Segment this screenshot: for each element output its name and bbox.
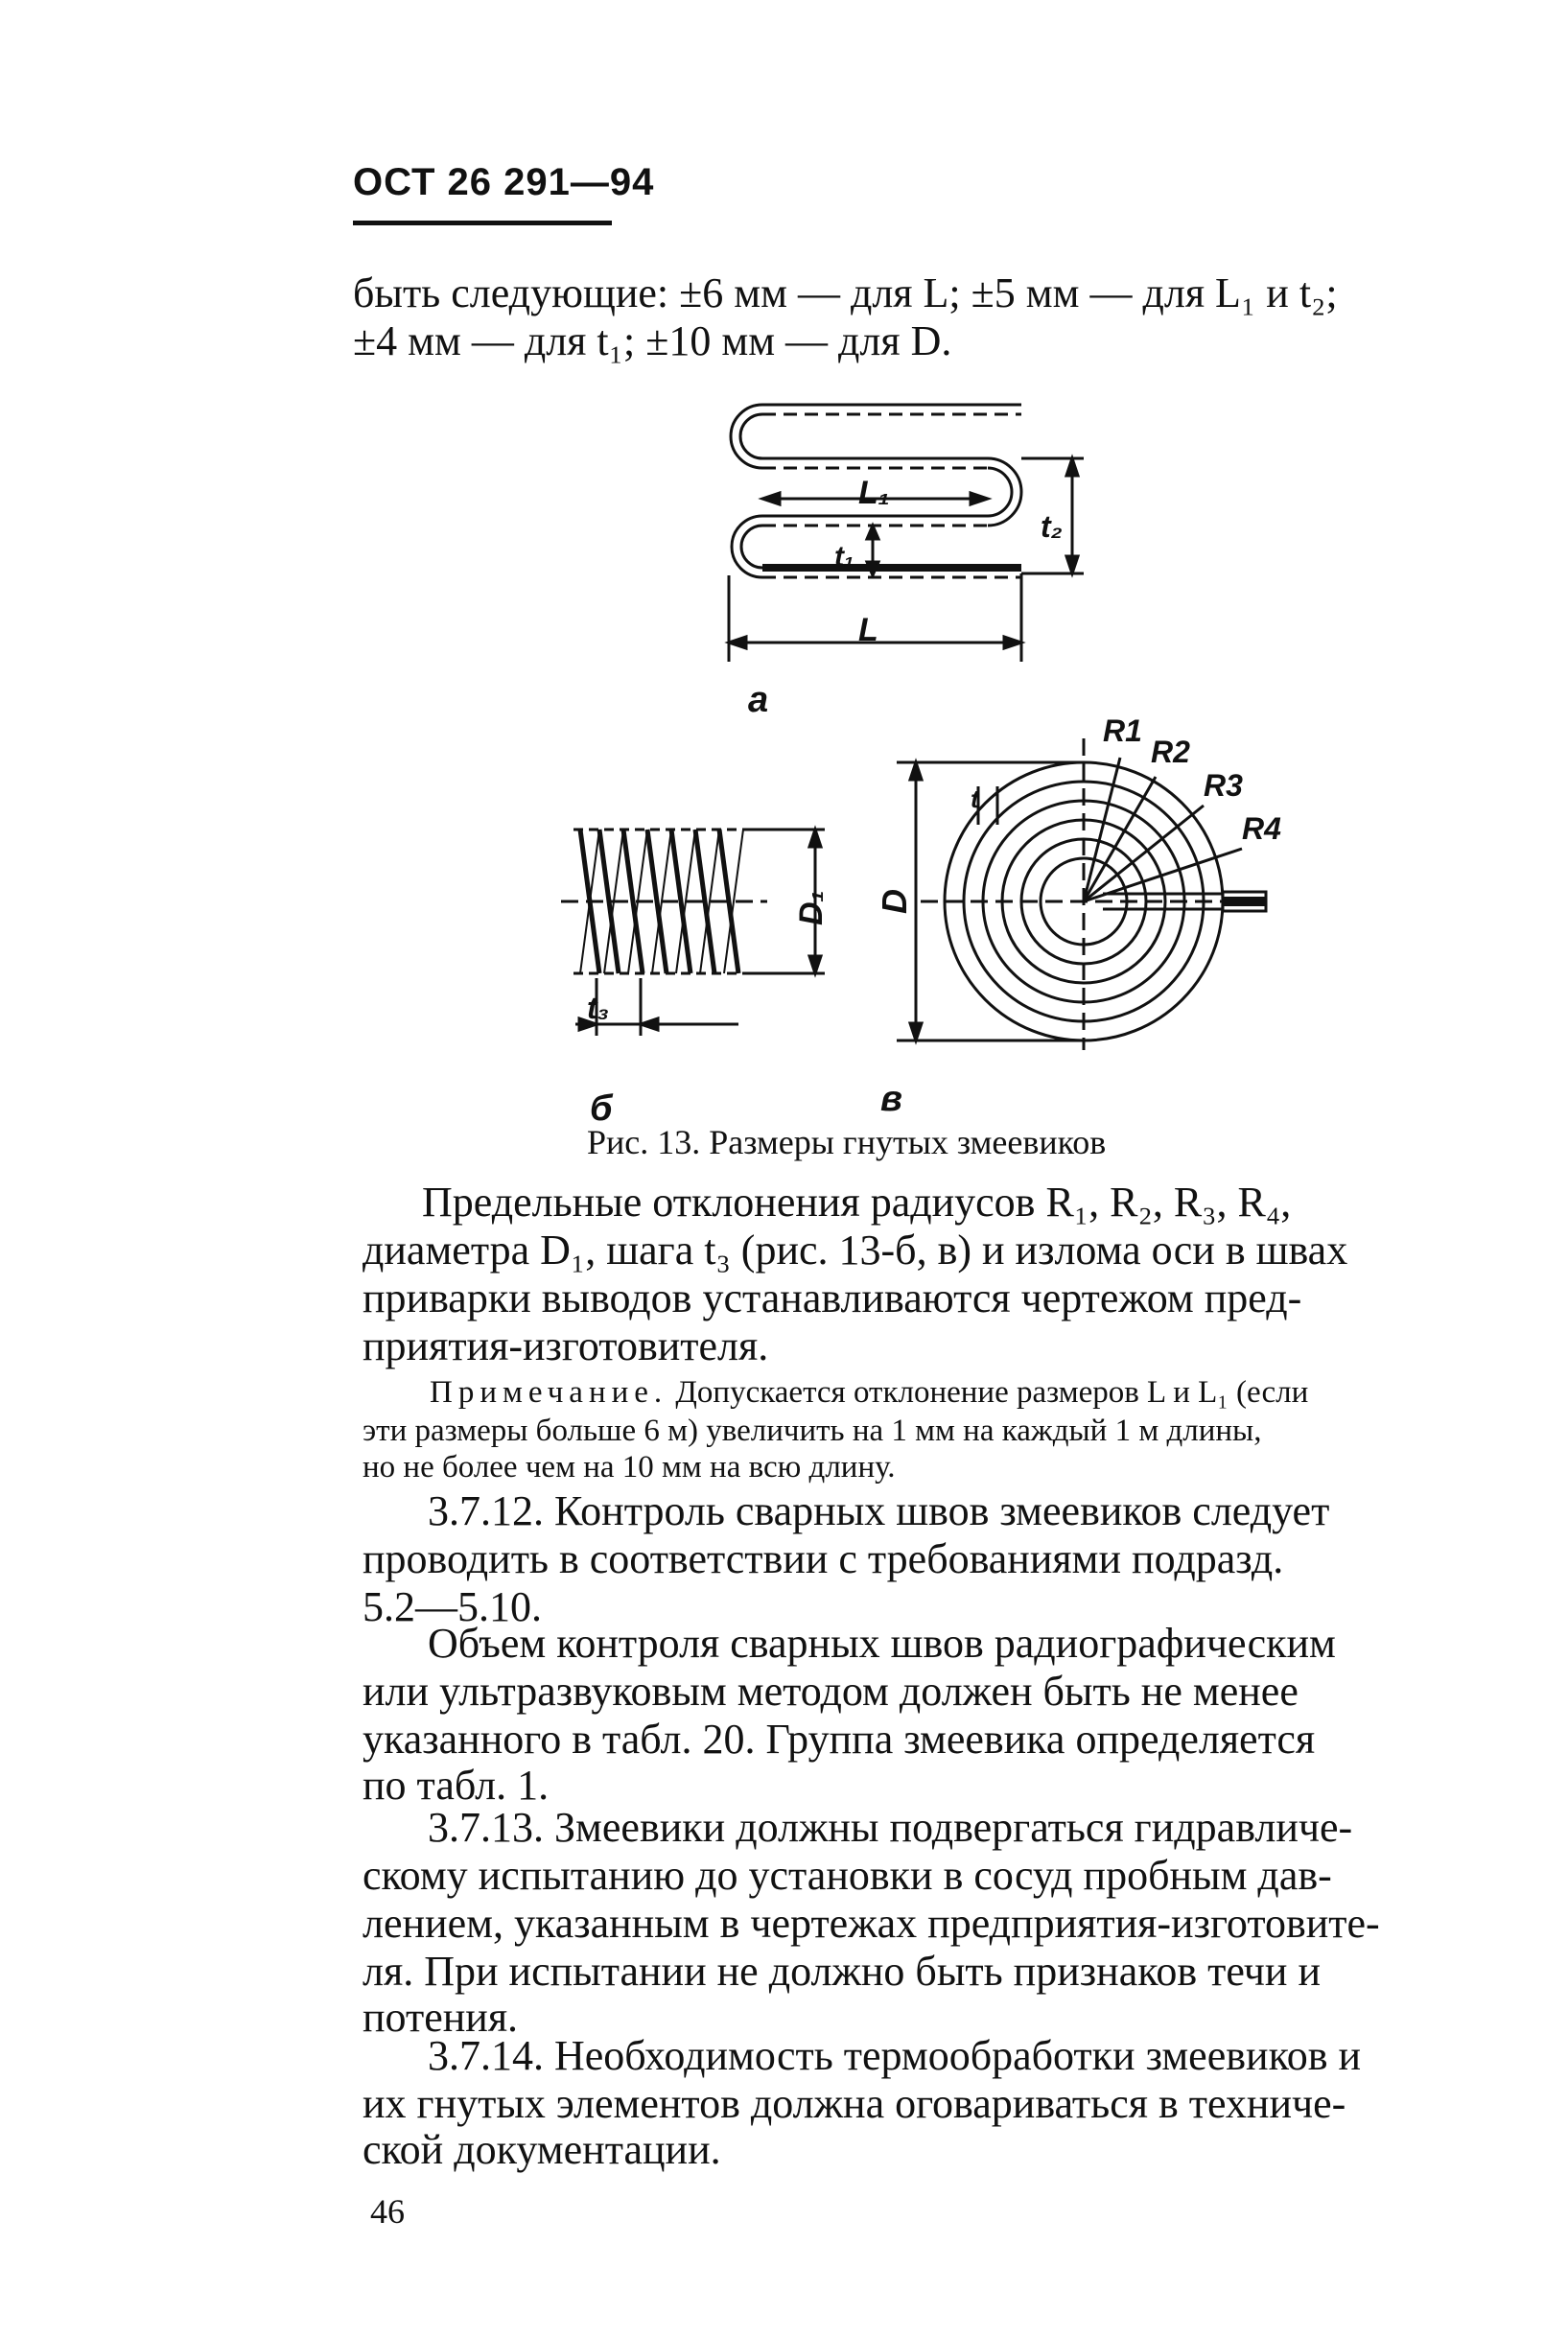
serpentine-coil-drawing: [729, 405, 1084, 662]
note-line-3: но не более чем на 10 мм на всю длину.: [363, 1450, 896, 1485]
dim-t2-label: t₂: [1041, 509, 1063, 544]
p5-line-2: их гнутых элементов должна оговариваться в техниче-: [363, 2080, 1346, 2127]
p1-line-4: приятия-изготовителя.: [363, 1322, 769, 1369]
p3-line-2: или ультразвуковым методом должен быть не менее: [363, 1668, 1299, 1715]
p4-line-4: ля. При испытании не должно быть признаков течи и: [363, 1948, 1322, 1995]
radius-r3-label: R3: [1204, 768, 1243, 803]
label-v: в: [880, 1079, 902, 1119]
radius-r4-label: R4: [1242, 811, 1281, 846]
dim-t3-label: t₃: [587, 991, 610, 1025]
label-a: a: [748, 680, 769, 720]
note-label: Примечание.: [430, 1375, 668, 1410]
dim-L1-label: L₁: [858, 475, 890, 511]
p2-line-2: проводить в соответствии с требованиями подразд.: [363, 1535, 1284, 1582]
p2-line-3: 5.2—5.10.: [363, 1583, 542, 1630]
radius-r1-label: R1: [1103, 713, 1142, 748]
p4-line-5: потения.: [363, 1994, 519, 2041]
intro-line-2: ±4 мм — для t₁; ±10 мм — для D.: [353, 317, 952, 364]
note-text-1: Допускается отклонение размеров L и L₁ (если: [667, 1375, 1309, 1410]
p1-line-1: Предельные отклонения радиусов R₁, R₂, R₃, R₄,: [422, 1179, 1292, 1226]
dim-t1-label: t₁: [834, 541, 854, 573]
dim-L-label: L: [858, 612, 878, 648]
document-code: ОСТ 26 291—94: [353, 161, 655, 203]
note-line-1: [430, 1373, 1308, 1412]
p4-line-1: 3.7.13. Змеевики должны подвергаться гидравличе-: [428, 1804, 1353, 1851]
dim-t-label: t: [971, 784, 979, 813]
p3-line-4: по табл. 1.: [363, 1762, 550, 1809]
intro-line-1: быть следующие: ±6 мм — для L; ±5 мм — для L₁ и t₂;: [353, 269, 1338, 316]
p3-line-3: указанного в табл. 20. Группа змеевика определяется: [363, 1716, 1316, 1763]
note-line-2: эти размеры больше 6 м) увеличить на 1 мм на каждый 1 м длины,: [363, 1414, 1262, 1448]
p4-line-3: лением, указанным в чертежах предприятия-изготовите-: [363, 1900, 1380, 1947]
p5-line-3: ской документации.: [363, 2126, 721, 2173]
page-number: 46: [370, 2192, 405, 2231]
p2-line-1: 3.7.12. Контроль сварных швов змеевиков следует: [428, 1487, 1330, 1534]
p1-line-2: диаметра D₁, шага t₃ (рис. 13-б, в) и излома оси в швах: [363, 1227, 1348, 1274]
dim-D-label: D: [875, 889, 914, 914]
radius-r2-label: R2: [1151, 735, 1190, 769]
figure-caption: Рис. 13. Размеры гнутых змеевиков: [587, 1123, 1107, 1161]
p1-line-3: приварки выводов устанавливаются чертежом пред-: [363, 1274, 1302, 1321]
p4-line-2: скому испытанию до установки в сосуд пробным дав-: [363, 1852, 1332, 1899]
p3-line-1: Объем контроля сварных швов радиографическим: [428, 1620, 1336, 1667]
dim-D1-label: D₁: [793, 890, 830, 925]
p5-line-1: 3.7.14. Необходимость термообработки змеевиков и: [428, 2032, 1362, 2079]
label-b: б: [590, 1088, 613, 1129]
